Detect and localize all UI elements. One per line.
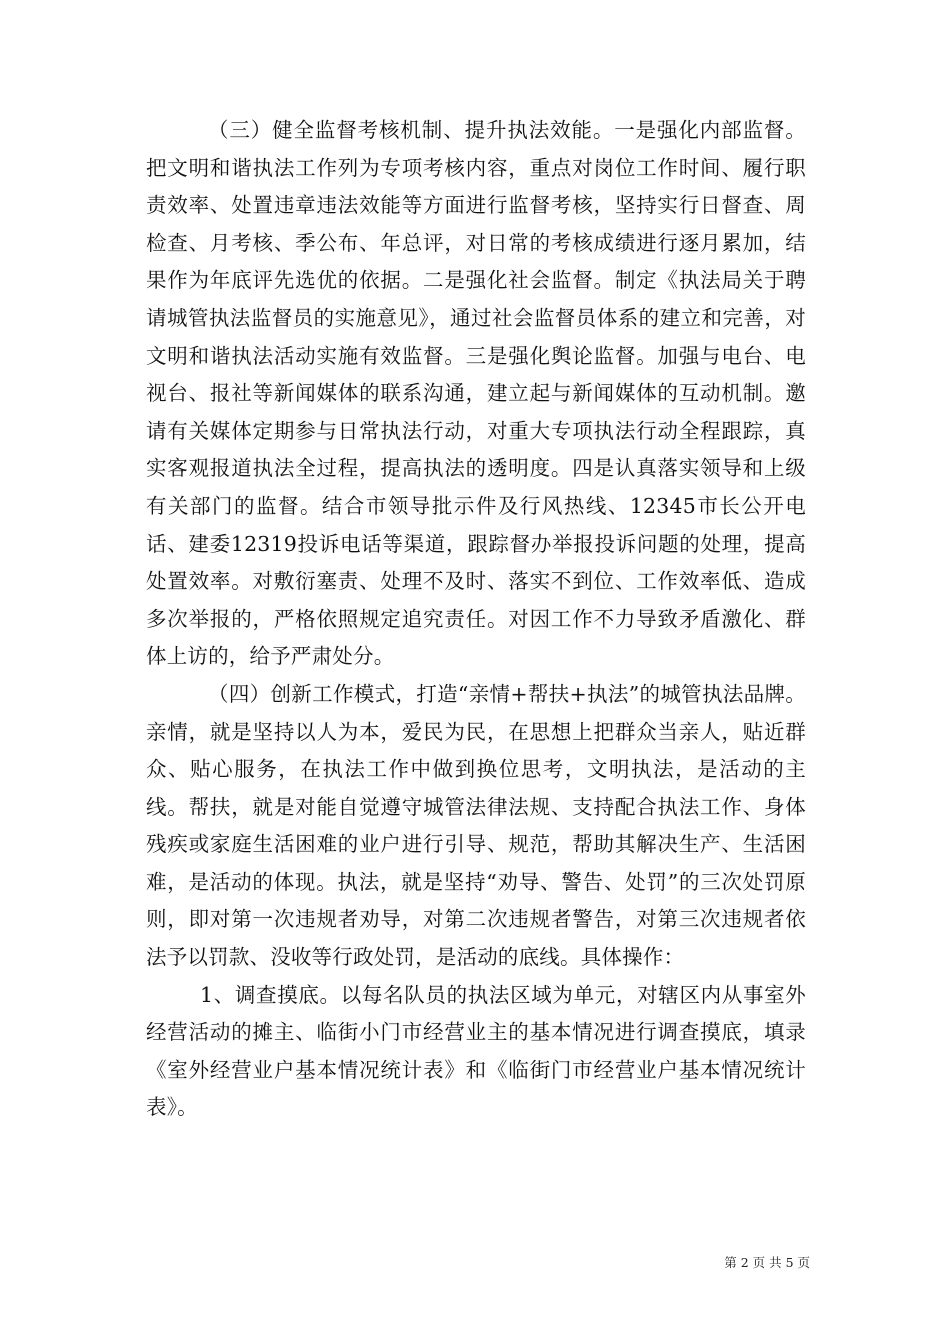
paragraph-item-one: 1、调查摸底。以每名队员的执法区域为单元，对辖区内从事室外经营活动的摊主、临街小门市经营业主的基本情况进行调查摸底，填录《室外经营业户基本情况统计表》和《临街门市经营业户基本情况统计表》。 bbox=[146, 982, 806, 1120]
paragraph-section-three: （三）健全监督考核机制、提升执法效能。一是强化内部监督。把文明和谐执法工作列为专项考核内容，重点对岗位工作时间、履行职责效率、处置违章违法效能等方面进行监督考核，坚持实行日督查、周检查、月考核、季公布、年总评，对日常的考核成绩进行逐月累加，结果作为年底评先选优的依据。二是强化社会监督。制定《执法局关于聘请城管执法监督员的实施意见》，通过社会监督员体系的建立和完善，对文明和谐执法活动实施有效监督。三是强化舆论监督。加强与电台、电视台、报社等新闻媒体的联系沟通，建立起与新闻媒体的互动机制。邀请有关媒体定期参与日常执法行动，对重大专项执法行动全程跟踪，真实客观报道执法全过程，提高执法的透明度。四是认真落实领导和上级有关部门的监督。结合市领导批示件及行风热线、12345市长公开电话、建委12319投诉电话等渠道，跟踪督办举报投诉问题的处理，提高处置效率。对敷衍塞责、处理不及时、落实不到位、工作效率低、造成多次举报的，严格依照规定追究责任。对因工作不力导致矛盾激化、群体上访的，给予严肃处分。 bbox=[146, 118, 806, 669]
document-body bbox=[146, 112, 806, 1127]
page-number-footer: 第 2 页 共 5 页 bbox=[724, 1255, 810, 1270]
paragraph-section-four: （四）创新工作模式，打造“亲情+帮扶+执法”的城管执法品牌。亲情，就是坚持以人为本，爱民为民，在思想上把群众当亲人，贴近群众、贴心服务，在执法工作中做到换位思考，文明执法，是活动的主线。帮扶，就是对能自觉遵守城管法律法规、支持配合执法工作、身体残疾或家庭生活困难的业户进行引导、规范，帮助其解决生产、生活困难，是活动的体现。执法，就是坚持“劝导、警告、处罚”的三次处罚原则，即对第一次违规者劝导，对第二次违规者警告，对第三次违规者依法予以罚款、没收等行政处罚，是活动的底线。具体操作： bbox=[146, 681, 806, 970]
